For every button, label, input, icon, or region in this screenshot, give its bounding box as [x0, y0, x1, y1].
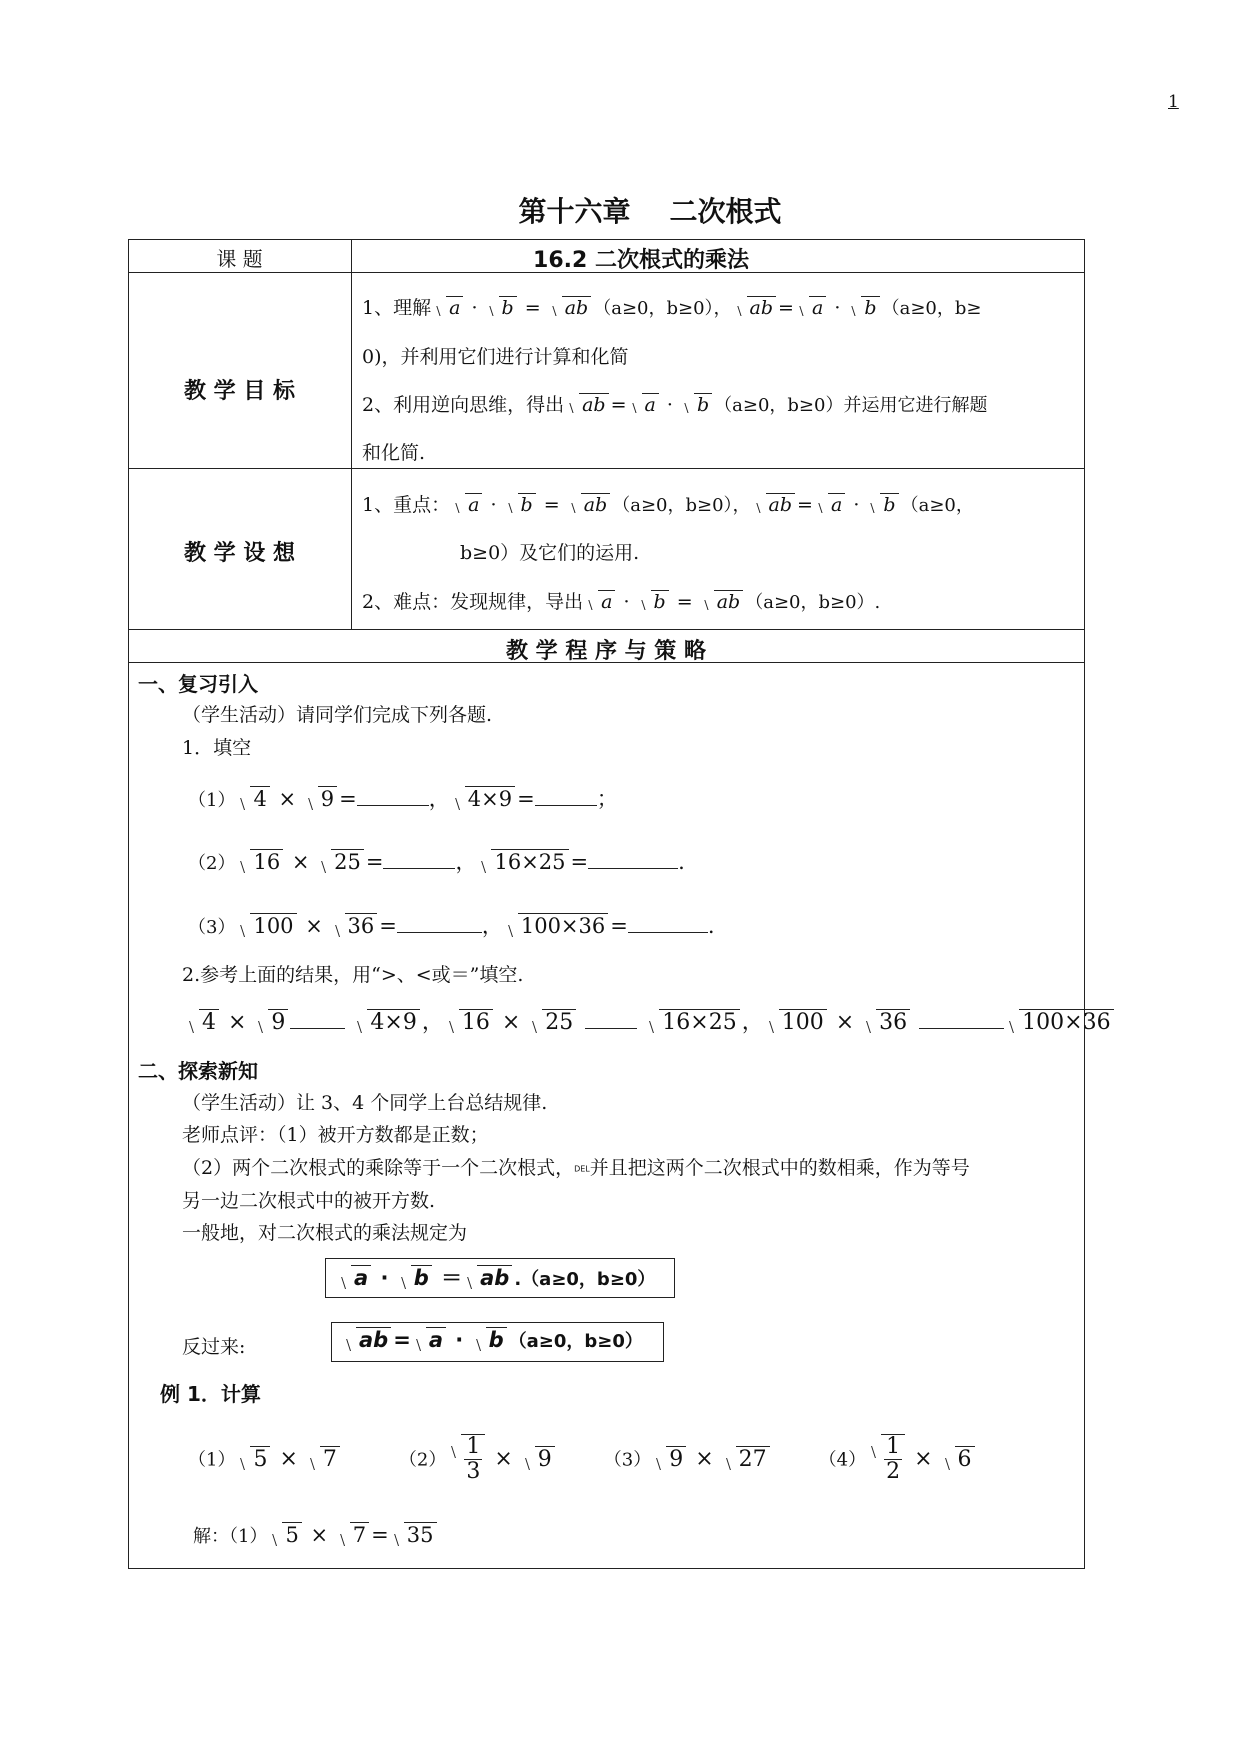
goal-2-cont: 和化简. — [362, 442, 426, 464]
compare-title: 2.参考上面的结果，用“>、<或＝”填空. — [182, 964, 524, 986]
section-2-intro: （学生活动）让 3、4 个同学上台总结规律. — [182, 1092, 548, 1114]
fill-q2: （2） 16 × 25 = ， 16×25 = . — [188, 850, 685, 874]
goal-2: 2、利用逆向思维，得出 ab = a · b （a≥0，b≥0）并运用它进行解题 — [362, 394, 988, 416]
teacher-comment-1: 老师点评：（1）被开方数都是正数； — [182, 1124, 489, 1146]
multiplication-rule: a · b ＝ ab .（a≥0，b≥0） — [336, 1262, 655, 1292]
fill-q1: （1） 4 × 9 = ， 4×9 = ； — [188, 787, 618, 811]
page-title: 第十六章 二次根式 — [518, 195, 782, 228]
solution-1: 解：（1） 5 × 7 = 35 — [193, 1522, 439, 1548]
fill-q3: （3） 100 × 36 = ， 100×36 = . — [188, 914, 715, 938]
page-number: 1 — [1168, 92, 1179, 112]
reverse-label: 反过来: — [182, 1336, 246, 1358]
design-label: 教 学 设 想 — [184, 541, 295, 566]
section-1-heading: 一、复习引入 — [138, 672, 258, 696]
design-1: 1、重点： a · b = ab （a≥0，b≥0）， ab = a · b （a≥0， — [362, 494, 974, 516]
example-1-items: （1） 5 × 7 （2） $\frac{1}{3}$ × 9 （3） 9 × 27 （4） $\frac{1}{2}$ × 6 — [188, 1434, 977, 1484]
topic-label: 课 题 — [216, 247, 263, 271]
reverse-rule: ab = a · b （a≥0，b≥0） — [341, 1327, 643, 1353]
procedure-header: 教 学 程 序 与 策 略 — [506, 639, 706, 664]
fill-title: 1．填空 — [182, 737, 252, 759]
design-2: 2、难点：发现规律，导出 a · b = ab （a≥0，b≥0）. — [362, 591, 881, 613]
goal-1: 1、理解 a · b = ab （a≥0，b≥0）， ab = a · b （a≥0，b≥ — [362, 297, 982, 319]
design-1-cont: b≥0）及它们的运用. — [460, 542, 640, 564]
teacher-comment-2: （2）两个二次根式的乘除等于一个二次根式，DEL并且把这两个二次根式中的数相乘，作为等号 — [182, 1157, 970, 1179]
teacher-comment-3: 另一边二次根式中的被开方数. — [182, 1190, 436, 1212]
section-2-heading: 二、探索新知 — [138, 1059, 258, 1083]
topic-value: 16.2 二次根式的乘法 — [533, 248, 749, 273]
goals-label: 教 学 目 标 — [184, 379, 295, 404]
rule-intro: 一般地，对二次根式的乘法规定为 — [182, 1222, 468, 1244]
compare-row: 4 × 9 4×9 ， 16 × 25 16×25 ， 100 × 36 100×36 — [184, 1005, 1116, 1036]
example-1-title: 例 1．计算 — [160, 1382, 261, 1406]
section-1-intro: （学生活动）请同学们完成下列各题. — [182, 704, 493, 726]
goal-1-cont: 0)，并利用它们进行计算和化简 — [362, 346, 629, 368]
